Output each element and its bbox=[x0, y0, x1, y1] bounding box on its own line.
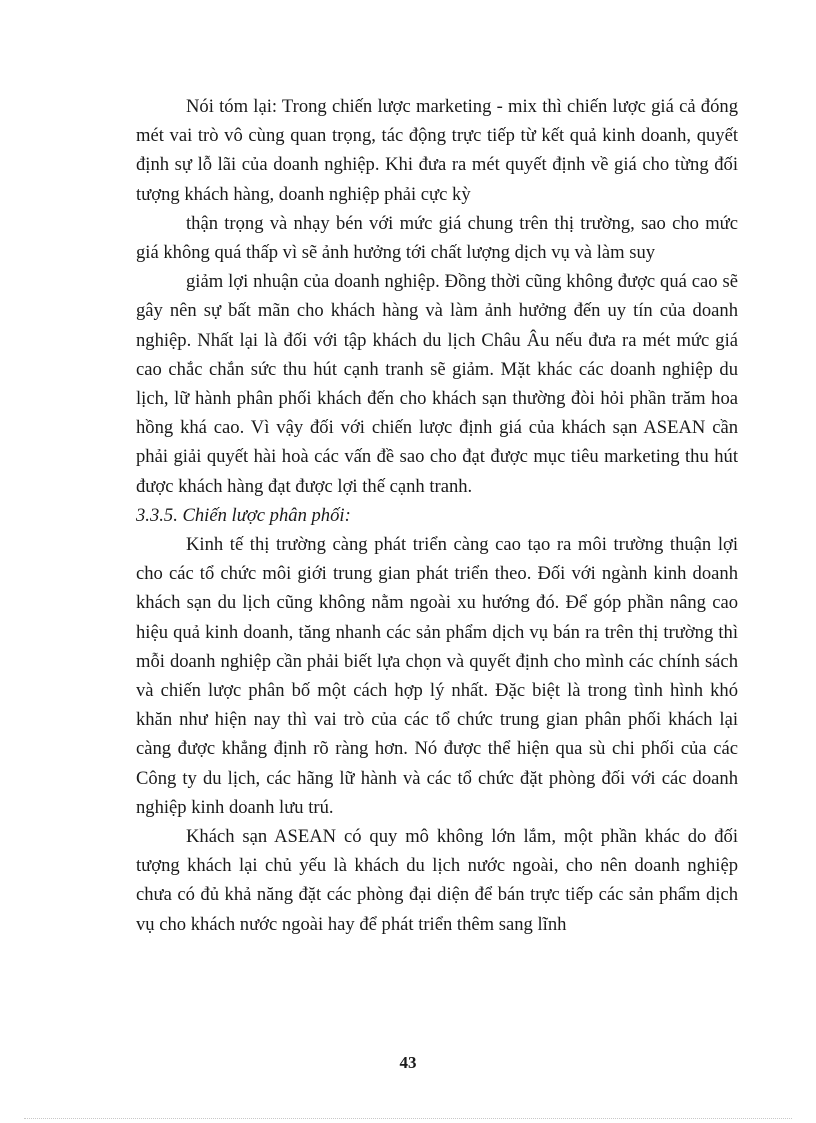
paragraph-pricing-caution: thận trọng và nhạy bén với mức giá chung trên thị trường, sao cho mức giá không quá thấp vì sẽ ảnh hưởng tới chất lượng dịch vụ và làm suy bbox=[136, 212, 738, 264]
section-heading: 3.3.5. Chiến lược phân phối: bbox=[136, 504, 351, 526]
page-number: 43 bbox=[399, 1053, 417, 1072]
paragraph-market-economy: Kinh tế thị trường càng phát triển càng cao tạo ra môi trường thuận lợi cho các tổ chức môi giới trung gian phát triển theo. Đối với ngành kinh doanh khách sạn du lịch cũng không nằm ngoài xu hướng đó. Để góp phần nâng cao hiệu quả kinh doanh, tăng nhanh các sản phẩm dịch vụ bán ra trên thị trường thì mỗi doanh nghiệp cần phải biết lựa chọn và quyết định cho mình các chính sách và chiến lược phân bố một cách hợp lý nhất. Đặc biệt là trong tình hình khó khăn như hiện nay thì vai trò của các tổ chức trung gian phân phối khách lại càng được khẳng định rõ ràng hơn. Nó được thể hiện qua sù chi phối của các Công ty du lịch, các hãng lữ hành và các tổ chức đặt phòng đối với các doanh nghiệp kinh doanh lưu trú. bbox=[136, 534, 738, 818]
paragraph-asean-hotel: Khách sạn ASEAN có quy mô không lớn lắm, một phần khác do đối tượng khách lại chủ yếu là khách du lịch nước ngoài, cho nên doanh nghiệp chưa có đủ khả năng đặt các phòng đại diện để bán trực tiếp các sản phẩm dịch vụ cho khách nước ngoài hay để phát triển thêm sang lĩnh bbox=[136, 826, 738, 935]
page-bottom-divider bbox=[24, 1118, 792, 1119]
paragraph-profit-reduction: giảm lợi nhuận của doanh nghiệp. Đồng thời cũng không được quá cao sẽ gây nên sự bất mãn cho khách hàng và làm ảnh hưởng đến uy tín của doanh nghiệp. Nhất lại là đối với tập khách du lịch Châu Âu nếu đưa ra mét mức giá cao chắc chắn sức thu hút cạnh tranh sẽ giảm. Mặt khác các doanh nghiệp du lịch, lữ hành phân phối khách đến cho khách sạn thường đòi hỏi phần trăm hoa hồng khá cao. Vì vậy đối với chiến lược định giá của khách sạn ASEAN cần phải giải quyết hài hoà các vấn đề sao cho đạt được mục tiêu marketing thu hút được khách hàng đạt được lợi thế cạnh tranh. bbox=[136, 271, 738, 497]
paragraph-summary: Nói tóm lại: Trong chiến lược marketing - mix thì chiến lược giá cả đóng mét vai trò vô cùng quan trọng, tác động trực tiếp từ kết quả kinh doanh, quyết định sự lỗ lãi của doanh nghiệp. Khi đưa ra mét quyết định về giá cho từng đối tượng khách hàng, doanh nghiệp phải cực kỳ bbox=[136, 96, 738, 205]
document-body bbox=[136, 92, 738, 939]
